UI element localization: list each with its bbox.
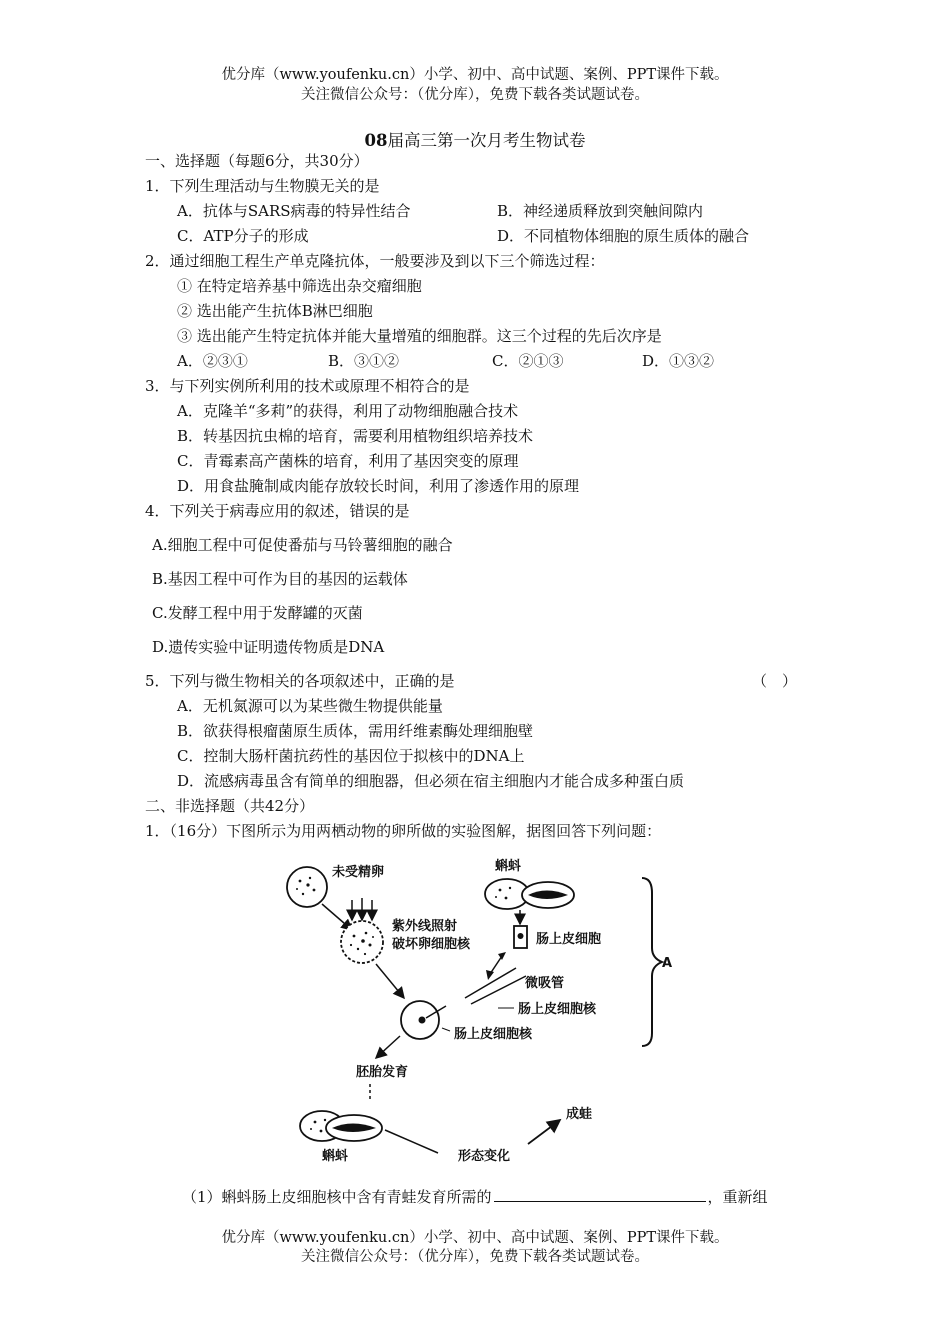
label-micropipette: 微吸管	[525, 976, 565, 991]
header-line-2: 关注微信公众号：（优分库），免费下载各类试题试卷。	[301, 87, 649, 103]
arrow-to-adult-frog	[528, 1120, 560, 1144]
q1-option-d: D．不同植物体细胞的原生质体的融合	[497, 227, 750, 245]
label-adult-frog: 成蛙	[566, 1107, 593, 1122]
bracket-icon	[642, 878, 662, 1046]
title-text: 届高三第一次月考生物试卷	[387, 131, 586, 150]
label-intestinal-nucleus-a: 肠上皮细胞核	[518, 1002, 597, 1017]
label-unfertilized-egg: 未受精卵	[332, 865, 385, 880]
q3-option-a: A．克隆羊“多莉”的获得，利用了动物细胞融合技术	[177, 402, 519, 420]
footer-line-2: 关注微信公众号：（优分库），免费下载各类试题试卷。	[301, 1249, 649, 1265]
label-embryo-development: 胚胎发育	[356, 1065, 409, 1080]
q5-option-b: B．欲获得根瘤菌原生质体，需用纤维素酶处理细胞壁	[177, 722, 534, 740]
q2-step-3: ③ 选出能产生特定抗体并能大量增殖的细胞群。这三个过程的先后次序是	[177, 327, 662, 345]
micropipette-icon	[465, 968, 526, 1004]
q3-stem: 3．与下列实例所利用的技术或原理不相符合的是	[145, 377, 470, 395]
answer-blank[interactable]	[494, 1187, 706, 1202]
q2-step-2: ② 选出能产生抗体B淋巴细胞	[177, 302, 373, 320]
q4-option-c: C.发酵工程中用于发酵罐的灭菌	[152, 604, 363, 622]
q1-option-a: A．抗体与SARS病毒的特异性结合	[177, 202, 411, 220]
q2-option-a: A．②③①	[177, 352, 248, 370]
q1-stem: 1．下列生理活动与生物膜无关的是	[145, 177, 380, 195]
q5-stem: 5．下列与微生物相关的各项叙述中，正确的是	[145, 672, 455, 690]
q3-option-b: B．转基因抗虫棉的培育，需要利用植物组织培养技术	[177, 427, 534, 445]
q2-stem: 2．通过细胞工程生产单克隆抗体，一般要涉及到以下三个筛选过程：	[145, 252, 605, 270]
line-to-morphology	[385, 1130, 438, 1153]
q5-answer-paren: （ ）	[752, 672, 798, 690]
intestinal-cell-icon	[514, 926, 527, 948]
q3-option-d: D．用食盐腌制咸肉能存放较长时间，利用了渗透作用的原理	[177, 477, 580, 495]
section-2-heading: 二、非选择题（共42分）	[145, 797, 315, 815]
q5-option-c: C．控制大肠杆菌抗药性的基因位于拟核中的DNA上	[177, 747, 525, 765]
label-tadpole-top: 蝌蚪	[495, 859, 522, 874]
label-uv-line-1: 紫外线照射	[392, 919, 458, 934]
nq1-sub1	[182, 1187, 768, 1207]
label-bracket-a: A	[662, 956, 673, 971]
page-title	[0, 127, 950, 151]
q4-stem: 4．下列关于病毒应用的叙述，错误的是	[145, 502, 410, 520]
q4-option-b: B.基因工程中可作为目的基因的运载体	[152, 570, 408, 588]
nq1-sub1-after: ，重新组	[707, 1188, 768, 1206]
q4-option-a: A.细胞工程中可促使番茄与马铃薯细胞的融合	[152, 536, 453, 554]
nq1-stem: 1．（16分）下图所示为用两栖动物的卵所做的实验图解，据图回答下列问题：	[145, 822, 662, 840]
label-intestinal-cell: 肠上皮细胞	[536, 932, 602, 947]
leader-line-nucleus-b	[442, 1028, 450, 1031]
injected-egg-icon	[401, 1001, 446, 1039]
experiment-figure	[270, 848, 690, 1168]
q1-option-b: B．神经递质释放到突触间隙内	[497, 202, 704, 220]
q2-step-1: ① 在特定培养基中筛选出杂交瘤细胞	[177, 277, 422, 295]
footer-line-1: 优分库（www.youfenku.cn）小学、初中、高中试题、案例、PPT课件下载。	[221, 1230, 729, 1246]
tadpole-bottom-icon	[300, 1111, 382, 1141]
label-tadpole-bottom: 蝌蚪	[322, 1149, 349, 1164]
unfertilized-egg-icon	[287, 867, 327, 907]
q2-option-c: C．②①③	[492, 352, 564, 370]
irradiated-egg-icon	[341, 921, 383, 963]
label-intestinal-nucleus-b: 肠上皮细胞核	[454, 1027, 533, 1042]
q2-option-b: B．③①②	[328, 352, 400, 370]
tadpole-top-icon	[485, 879, 574, 909]
uv-arrows-icon	[352, 898, 372, 920]
label-morphological-change: 形态变化	[458, 1149, 511, 1164]
section-1-heading: 一、选择题（每题6分，共30分）	[145, 152, 369, 170]
q3-option-c: C．青霉素高产菌株的培育，利用了基因突变的原理	[177, 452, 519, 470]
nq1-sub1-before: （1）蝌蚪肠上皮细胞核中含有青蛙发育所需的	[182, 1188, 492, 1206]
title-number: 08	[364, 131, 388, 150]
q1-option-c: C．ATP分子的形成	[177, 227, 309, 245]
arrow-to-injected-egg	[376, 964, 404, 998]
q2-option-d: D．①③②	[642, 352, 715, 370]
label-uv-line-2: 破坏卵细胞核	[392, 937, 471, 952]
header-line-1: 优分库（www.youfenku.cn）小学、初中、高中试题、案例、PPT课件下载。	[221, 67, 729, 83]
arrow-to-embryo	[376, 1036, 400, 1058]
q5-option-a: A．无机氮源可以为某些微生物提供能量	[177, 697, 443, 715]
q4-option-d: D.遗传实验中证明遗传物质是DNA	[152, 638, 385, 656]
q5-option-d: D．流感病毒虽含有简单的细胞器，但必须在宿主细胞内才能合成多种蛋白质	[177, 772, 685, 790]
